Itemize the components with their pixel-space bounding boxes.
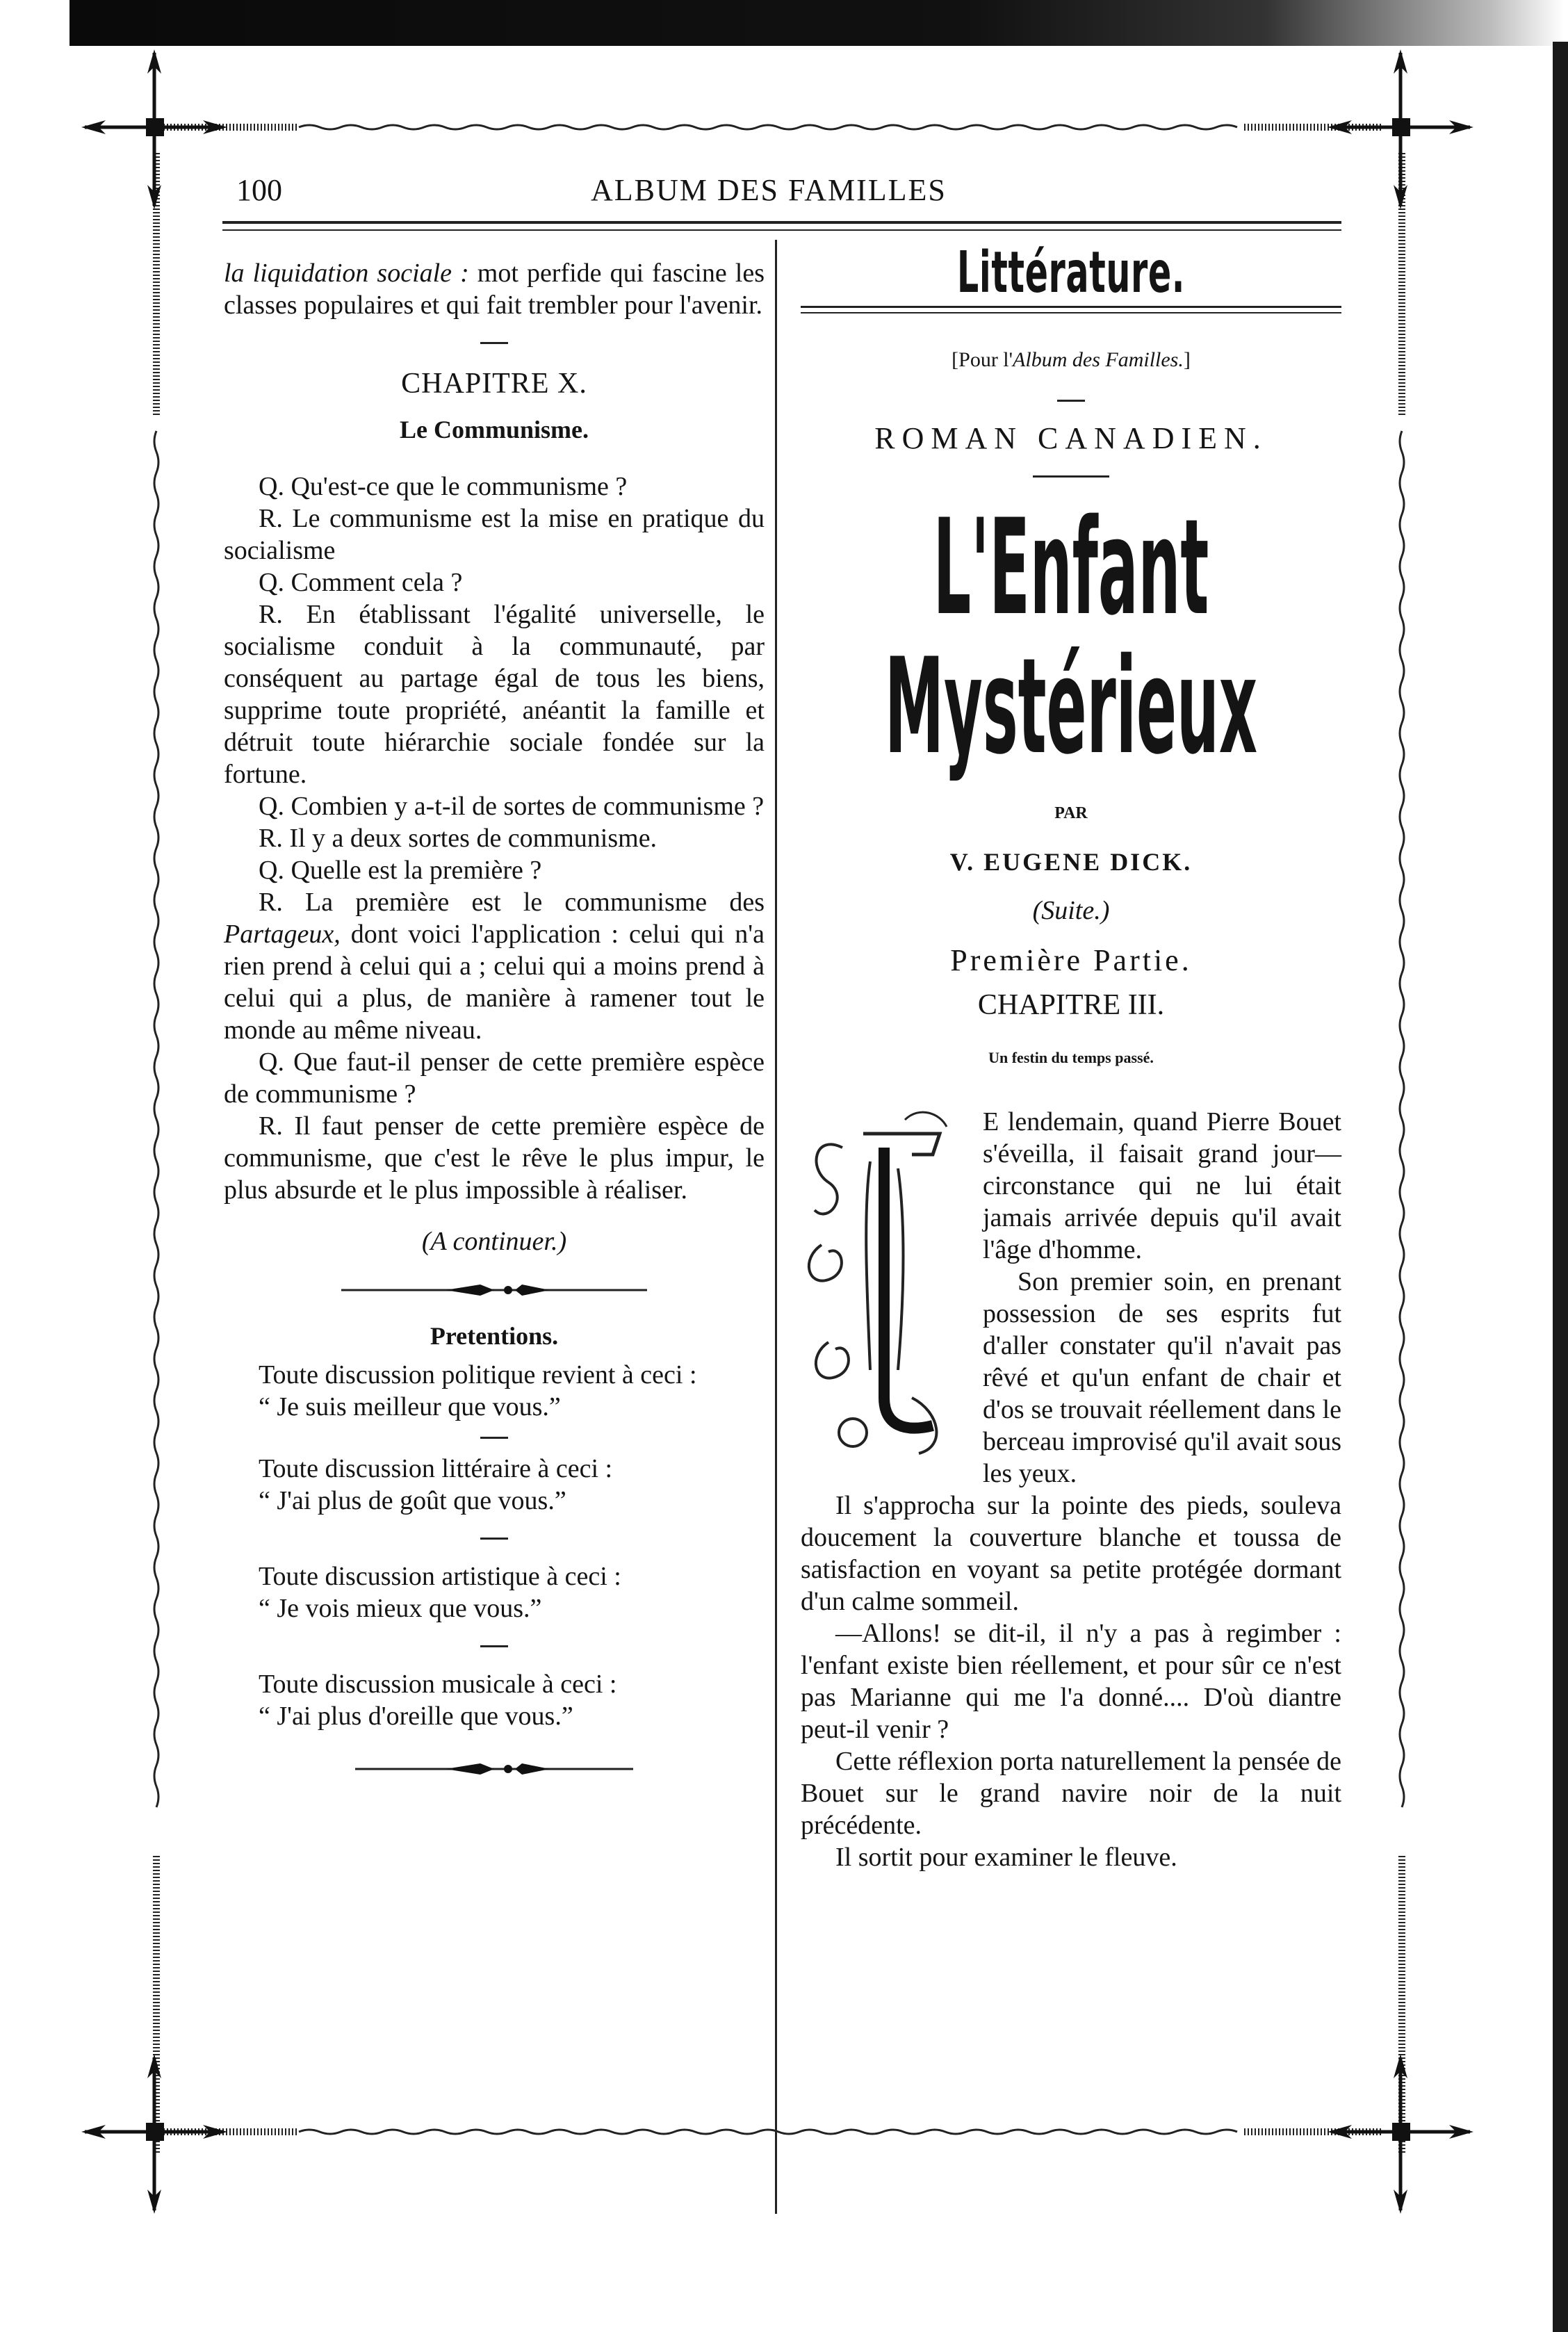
continued-text: mot perfide qui fascine les classes populaires et qui fait trembler pour l'avenir. <box>224 259 765 320</box>
corner-ornament-bottom-left <box>78 2050 231 2217</box>
separator-dash <box>480 1645 508 1647</box>
chapter-subtitle: Un festin du temps passé. <box>988 1049 1154 1066</box>
pretention-quote: “ J'ai plus de goût que vous.” <box>259 1486 566 1515</box>
border-left-rule <box>152 153 161 2155</box>
qa-text: R. La première est le communisme des <box>259 888 765 917</box>
source-prefix: [Pour l' <box>952 348 1013 371</box>
scan-edge-right <box>1553 42 1568 2332</box>
section-ornament <box>341 1281 647 1299</box>
column-divider <box>775 240 777 2214</box>
section-rule-thin <box>801 312 1341 313</box>
body-paragraph: Il sortit pour examiner le fleuve. <box>835 1843 1177 1872</box>
pretention-quote: “ Je suis meilleur que vous.” <box>259 1392 561 1421</box>
left-column <box>224 257 765 1792</box>
separator-dash <box>480 1538 508 1540</box>
by-label: PAR <box>1054 804 1088 822</box>
pretention-quote: “ Je vois mieux que vous.” <box>259 1594 542 1623</box>
corner-ornament-top-left <box>78 46 231 213</box>
body-paragraph: Cette réflexion porta naturellement la pensée de Bouet sur le grand navire noir de la nuit précédente. <box>801 1747 1342 1840</box>
pretention-quote: “ J'ai plus d'oreille que vous.” <box>259 1702 573 1731</box>
chapter-subheading: Le Communisme. <box>400 416 589 443</box>
section-rule <box>801 306 1341 308</box>
border-top-rule <box>160 122 1383 132</box>
qa-line: Q. Combien y a-t-il de sortes de communisme ? <box>259 792 765 821</box>
qa-line: R. Le communisme est la mise en pratique du socialisme <box>224 504 765 565</box>
pretention-line: Toute discussion artistique à ceci : <box>259 1562 621 1591</box>
continued-italic: la liquidation sociale : <box>224 259 469 288</box>
body-paragraph: Il s'approcha sur la pointe des pieds, souleva doucement la couverture blanche et toussa de satisfaction en voyant sa petite protégée dormant d'un calme sommeil. <box>801 1491 1341 1616</box>
separator-rule <box>1033 475 1109 478</box>
separator-dash <box>480 1437 508 1439</box>
qa-line: R. Il y a deux sortes de communisme. <box>259 824 658 853</box>
qa-line: R. Il faut penser de cette première espèce de communisme, que c'est le rêve le plus impur, le plus absurde et le plus impossible à réaliser. <box>224 1111 765 1205</box>
qa-text: dont voici l'application : celui qui n'a rien prend à celui qui a ; celui qui a moins prend à celui qui a plus, de manière à ramener tout le monde au même niveau. <box>224 920 765 1045</box>
qa-line: R. En établissant l'égalité universelle, le socialisme conduit à la communauté, par conséquent au partage égal de tous les biens, supprime toute propriété, anéantit la famille et détruit toute hiérarchie sociale fondée sur la fortune. <box>224 600 765 789</box>
source-suffix: ] <box>1183 348 1191 371</box>
end-ornament <box>341 1760 647 1778</box>
part-heading: Première Partie. <box>950 943 1192 977</box>
source-italic: Album des Familles. <box>1013 348 1184 371</box>
page-number: 100 <box>236 173 282 207</box>
body-paragraph: —Allons! se dit-il, il n'y a pas à regimber : l'enfant existe bien réellement, et pour sûr ce n'est pas Marianne qui me l'a donné.... D'où diantre peut-il venir ? <box>801 1619 1341 1744</box>
body-paragraph: Son premier soin, en prenant possession de ses esprits fut d'aller constater qu'il n'avait pas rêvé et qu'un enfant de chair et d'os se trouvait réellement dans le berceau improvisé qu'il avait sous les yeux. <box>983 1267 1341 1488</box>
author-name: V. EUGENE DICK. <box>949 848 1193 876</box>
qa-line: Q. Comment cela ? <box>259 568 463 597</box>
ornamental-initial-l <box>801 1106 974 1467</box>
header-rule-thin <box>222 229 1341 231</box>
qa-italic: Partageux, <box>224 920 341 949</box>
scan-edge-top <box>70 0 1564 46</box>
qa-line: Q. Que faut-il penser de cette première espèce de communisme ? <box>224 1047 765 1109</box>
pretention-line: Toute discussion littéraire à ceci : <box>259 1454 613 1483</box>
separator-dash <box>480 342 508 344</box>
qa-line <box>224 886 765 1046</box>
pretentions-heading: Pretentions. <box>430 1322 559 1350</box>
continued-paragraph <box>224 257 765 321</box>
continuation-note: (Suite.) <box>1032 896 1110 925</box>
chapter-heading: CHAPITRE III. <box>977 989 1165 1021</box>
chapter-heading: CHAPITRE X. <box>401 368 587 400</box>
novel-title: L'Enfant Mystérieux <box>884 491 1258 783</box>
to-continue-note: (A continuer.) <box>421 1227 567 1256</box>
border-bottom-rule <box>160 2127 1383 2137</box>
source-note <box>801 344 1341 376</box>
pretention-line: Toute discussion politique revient à ceci : <box>259 1360 697 1389</box>
genre-label: ROMAN CANADIEN. <box>874 421 1268 455</box>
running-title: ALBUM DES FAMILLES <box>591 173 947 207</box>
opening-paragraph: E lendemain, quand Pierre Bouet s'éveilla, il faisait grand jour—circonstance qui ne lui était jamais arrivée depuis qu'il avait l'âge d'homme. <box>983 1107 1341 1264</box>
border-right-rule <box>1397 153 1407 2155</box>
pretention-line: Toute discussion musicale à ceci : <box>259 1670 617 1699</box>
section-title: Littérature. <box>956 240 1186 306</box>
qa-line: Q. Quelle est la première ? <box>259 856 542 885</box>
corner-ornament-bottom-right <box>1324 2050 1477 2217</box>
right-column <box>801 240 1342 1873</box>
qa-line: Q. Qu'est-ce que le communisme ? <box>259 472 628 501</box>
separator-dash <box>1057 400 1085 402</box>
header-rule <box>222 221 1341 224</box>
corner-ornament-top-right <box>1324 46 1477 213</box>
